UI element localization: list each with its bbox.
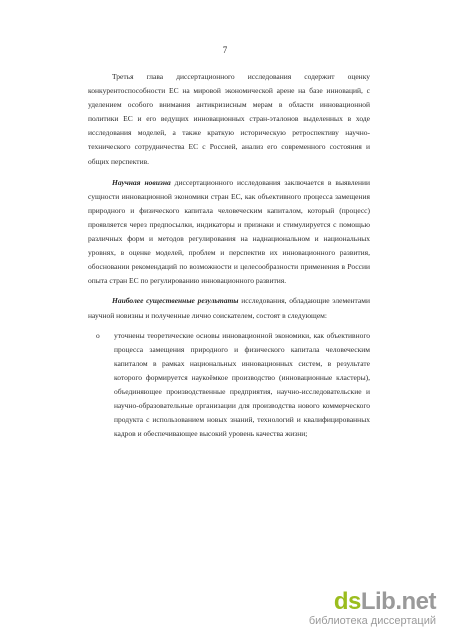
paragraph-key-results <box>88 294 370 322</box>
logo-net: net <box>401 588 436 615</box>
paragraph-chapter-three: Третья глава диссертационного исследования содержит оценку конкурентоспособности ЕС на мировой экономической арене на базе инноваций, с уделением особого внимания антикризисным мерам в области инновационной политики ЕС и его ведущих инновационных стран-эталонов выделенных в ходе исследования моделей, а также краткую историческую ретроспективу научно-технического сотрудничества ЕС с Россией, анализ его современного состояния и общих перспектив. <box>88 72 370 166</box>
logo-lib: Lib <box>360 588 396 615</box>
list-item-text: уточнены теоретические основы инновационной экономики, как объективного процесса замещения природного и физического капитала человеческим капиталом в рамках национальных инновационных систем, в результате которого формируется наукоёмкое производство (инновационные кластеры), объединяющее производственные предприятия, научно-исследовательские и научно-образовательные организации для производства нового коммерческого продукта с использованием новых знаний, технологий и квалифицированных кадров и обеспечивающее высокий уровень качества жизни; <box>114 330 370 439</box>
dslib-watermark[interactable] <box>309 590 436 627</box>
results-list <box>88 329 370 442</box>
logo-ds: ds <box>333 588 361 615</box>
logo-dot: . <box>395 588 402 615</box>
key-results-lead: Наиболее существенные результаты <box>112 296 239 306</box>
scientific-novelty-lead: Научная новизна <box>112 177 171 187</box>
watermark-subtitle: библиотека диссертаций <box>308 615 436 627</box>
scientific-novelty-text: диссертационного исследования заключается в выявлении сущности инновационной экономики стран ЕС, как объективного процесса замещения природного и физического капитала человеческим капиталом, который (процесс) проявляется через предпосылки, индикаторы и признаки и стимулируется с помощью различных форм и методов регулирования на наднациональном и национальных уровнях, в оценке моделей, проблем и перспектив их инновационного развития, обосновании рекомендаций по возможности и целесообразности применения в России опыта стран ЕС по регулированию инновационного развития. <box>88 177 370 286</box>
bullet-icon: o <box>96 330 100 340</box>
document-body <box>88 70 370 441</box>
paragraph-scientific-novelty <box>88 176 370 289</box>
page-number: 7 <box>222 45 228 55</box>
key-results-text: исследования, обладающие элементами научной новизны и полученные лично соискателем, состоят в следующем: <box>88 296 370 320</box>
dslib-logo[interactable] <box>309 590 436 614</box>
list-item <box>88 329 370 442</box>
